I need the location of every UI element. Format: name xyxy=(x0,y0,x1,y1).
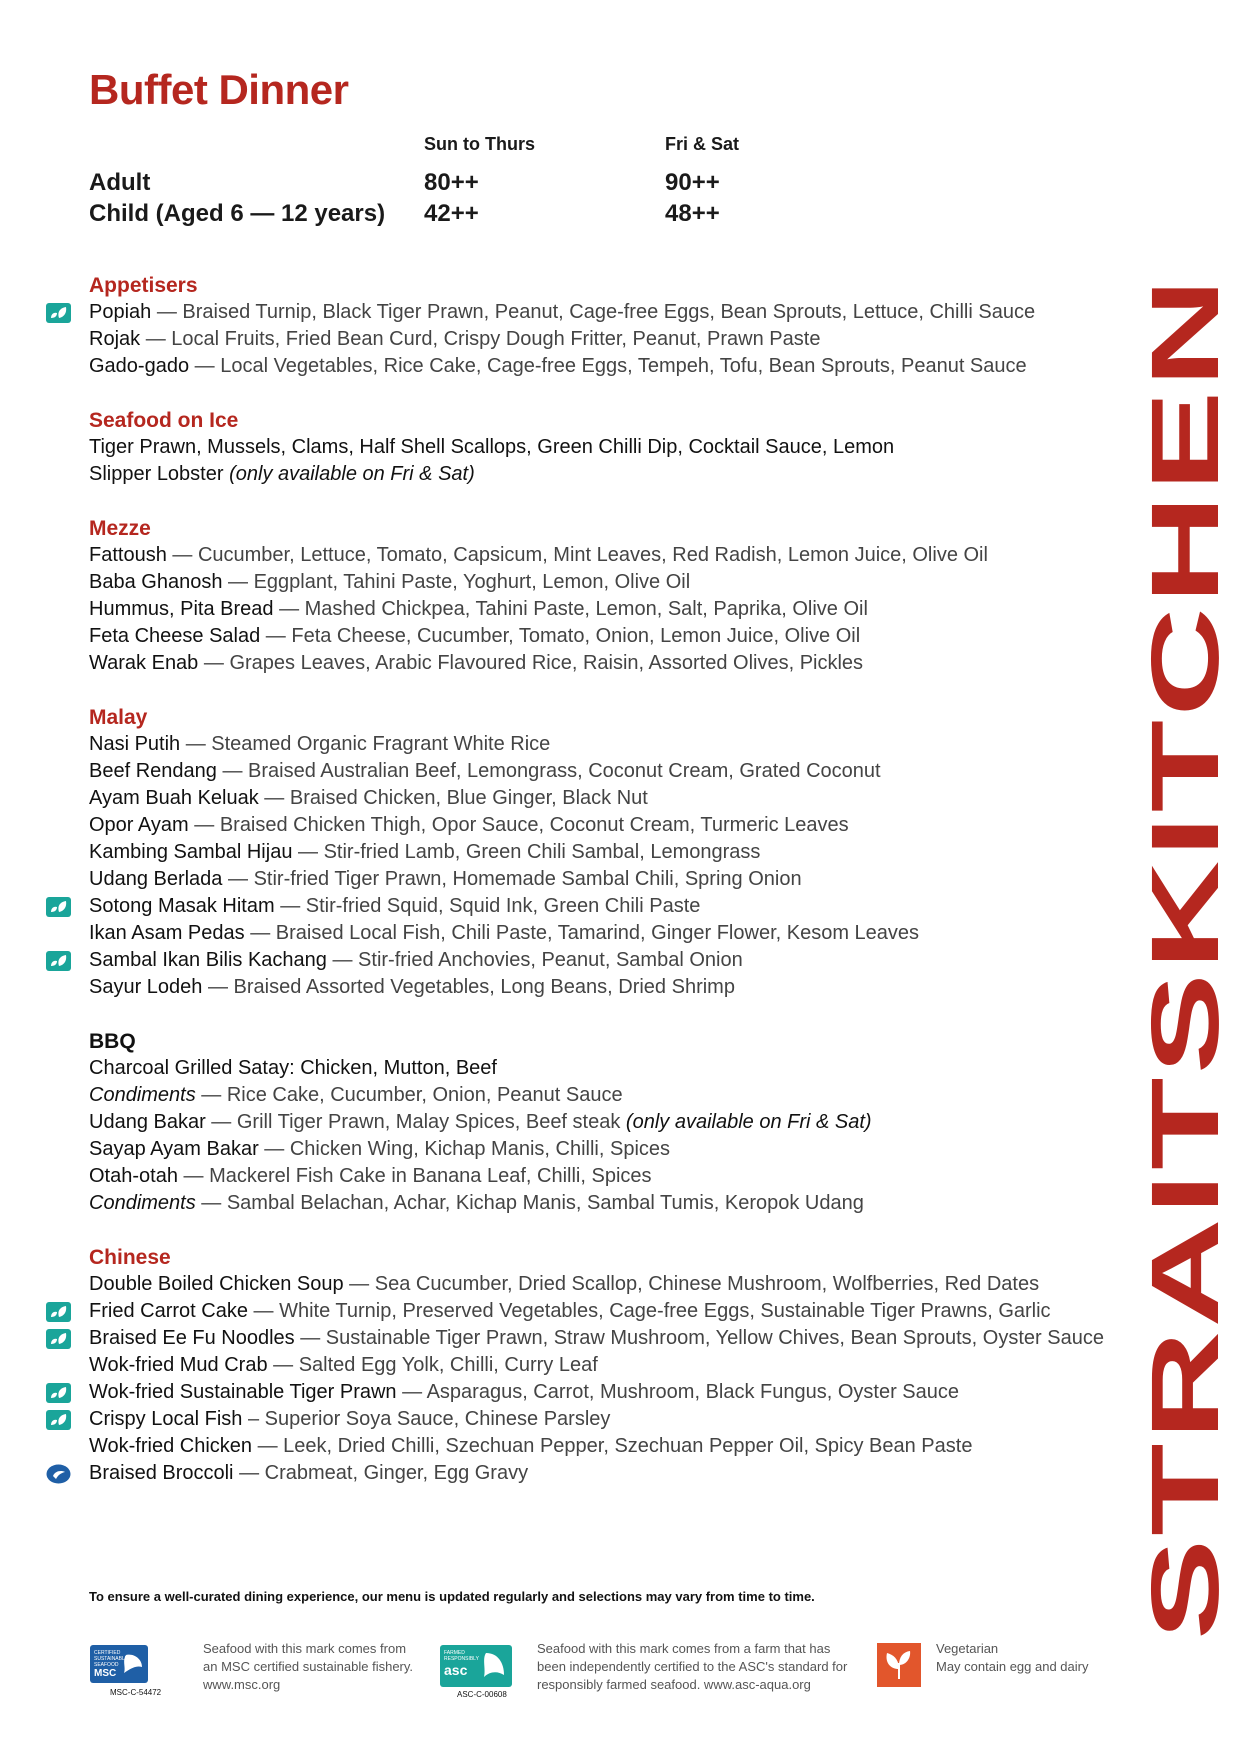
item-description: Superior Soya Sauce, Chinese Parsley xyxy=(264,1408,611,1430)
item-description: Grill Tiger Prawn, Malay Spices, Beef steak xyxy=(236,1111,621,1133)
item-description: Steamed Organic Fragrant White Rice xyxy=(211,733,551,755)
section-title: Malay xyxy=(89,706,148,729)
menu-item xyxy=(89,920,1129,947)
menu-sections xyxy=(89,272,1129,1514)
item-separator: — xyxy=(151,301,183,323)
menu-item xyxy=(89,542,1129,569)
menu-item xyxy=(89,1190,1129,1217)
item-name: Wok-fried Mud Crab xyxy=(89,1354,268,1376)
item-description: Mackerel Fish Cake in Banana Leaf, Chilli, Spices xyxy=(209,1165,652,1187)
item-description: Stir-fried Tiger Prawn, Homemade Sambal Chili, Spring Onion xyxy=(253,868,802,890)
menu-item xyxy=(89,326,1129,353)
item-description: Salted Egg Yolk, Chilli, Curry Leaf xyxy=(298,1354,598,1376)
msc-logo-text: SEAFOOD xyxy=(94,1662,119,1668)
price-header-weekend: Fri & Sat xyxy=(665,134,740,154)
msc-legend xyxy=(203,1640,413,1694)
item-separator: — xyxy=(177,1165,210,1187)
item-description: Sambal Belachan, Achar, Kichap Manis, Sambal Tumis, Keropok Udang xyxy=(226,1192,864,1214)
item-description: Rice Cake, Cucumber, Onion, Peanut Sauce xyxy=(226,1084,623,1106)
item-name: Ikan Asam Pedas xyxy=(89,922,245,944)
menu-section xyxy=(89,272,1129,380)
item-separator: — xyxy=(202,976,234,998)
item-description: Sea Cucumber, Dried Scallop, Chinese Mushroom, Wolfberries, Red Dates xyxy=(374,1273,1040,1295)
item-description: Braised Chicken, Blue Ginger, Black Nut xyxy=(289,787,648,809)
menu-item xyxy=(89,812,1129,839)
legend-line: an MSC certified sustainable fishery. xyxy=(203,1659,414,1674)
menu-item xyxy=(89,461,1129,488)
item-name: Sayur Lodeh xyxy=(89,976,203,998)
legend-line: responsibly farmed seafood. www.asc-aqua.org xyxy=(537,1677,811,1692)
msc-logo xyxy=(90,1645,148,1688)
brand-wordmark: STRAITSKITCHEN xyxy=(1132,774,1239,1640)
section-title: Appetisers xyxy=(89,274,198,297)
item-description: Eggplant, Tahini Paste, Yoghurt, Lemon, Olive Oil xyxy=(253,571,691,593)
item-description: Asparagus, Carrot, Mushroom, Black Fungus, Oyster Sauce xyxy=(426,1381,960,1403)
item-separator: — xyxy=(198,652,230,674)
msc-logo-text: MSC xyxy=(94,1668,117,1679)
msc-logo-text: CERTIFIED xyxy=(94,1650,121,1656)
asc-certified-icon xyxy=(46,1410,71,1430)
legend-line: www.msc.org xyxy=(203,1677,281,1692)
menu-section xyxy=(89,407,1129,488)
price-weekday: 80++ xyxy=(424,169,479,196)
item-description: Braised Turnip, Black Tiger Prawn, Peanut, Cage-free Eggs, Bean Sprouts, Lettuce, Chilli Sauce xyxy=(182,301,1036,323)
item-name: Fattoush xyxy=(89,544,167,566)
asc-certified-icon xyxy=(46,1329,71,1349)
item-description: Local Fruits, Fried Bean Curd, Crispy Dough Fritter, Peanut, Prawn Paste xyxy=(171,328,821,350)
menu-section xyxy=(89,515,1129,677)
menu-item xyxy=(89,758,1129,785)
item-description: Sustainable Tiger Prawn, Straw Mushroom, Yellow Chives, Bean Sprouts, Oyster Sauce xyxy=(325,1327,1104,1349)
item-name: Wok-fried Chicken xyxy=(89,1435,253,1457)
menu-item xyxy=(89,866,1129,893)
item-separator: — xyxy=(222,571,254,593)
item-availability-note: (only available on Fri & Sat) xyxy=(223,463,475,485)
asc-logo-text: asc xyxy=(444,1662,468,1678)
legend-line: Seafood with this mark comes from a farm that has xyxy=(537,1641,831,1656)
msc-logo-text: SUSTAINABLE xyxy=(94,1656,129,1662)
item-separator: — xyxy=(166,544,198,566)
legend-line: May contain egg and dairy xyxy=(936,1659,1089,1674)
msc-certified-icon xyxy=(46,1464,71,1484)
item-description: Grapes Leaves, Arabic Flavoured Rice, Raisin, Assorted Olives, Pickles xyxy=(229,652,864,674)
item-name: Rojak xyxy=(89,328,141,350)
menu-item xyxy=(89,1109,1129,1136)
item-description: Stir-fried Squid, Squid Ink, Green Chili Paste xyxy=(305,895,701,917)
legend-line: Seafood with this mark comes from xyxy=(203,1641,407,1656)
price-weekend: 90++ xyxy=(665,169,720,196)
asc-certified-icon xyxy=(46,1383,71,1403)
vegetarian-icon xyxy=(877,1643,921,1692)
asc-logo-text: RESPONSIBLY xyxy=(444,1656,479,1662)
menu-item xyxy=(89,731,1129,758)
menu-item xyxy=(89,1055,1129,1082)
asc-logo-text: FARMED xyxy=(444,1650,465,1656)
menu-item xyxy=(89,1082,1129,1109)
menu-item xyxy=(89,785,1129,812)
item-name: Hummus, Pita Bread xyxy=(89,598,274,620)
item-name: Fried Carrot Cake xyxy=(89,1300,248,1322)
price-header-weekday: Sun to Thurs xyxy=(424,134,535,154)
msc-code: MSC-C-54472 xyxy=(110,1688,162,1697)
item-name: Warak Enab xyxy=(89,652,199,674)
asc-code: ASC-C-00608 xyxy=(457,1690,507,1699)
item-description: Braised Chicken Thigh, Opor Sauce, Coconut Cream, Turmeric Leaves xyxy=(219,814,849,836)
item-separator: — xyxy=(205,1111,237,1133)
item-separator: — xyxy=(343,1273,375,1295)
asc-logo xyxy=(440,1645,512,1692)
item-name: Charcoal Grilled Satay: Chicken, Mutton, Beef xyxy=(89,1057,497,1079)
item-name: Nasi Putih xyxy=(89,733,181,755)
section-title: BBQ xyxy=(89,1030,136,1053)
menu-item xyxy=(89,1406,1129,1433)
menu-item xyxy=(89,1379,1129,1406)
menu-item xyxy=(89,1325,1129,1352)
item-separator: — xyxy=(180,733,212,755)
item-name: Sotong Masak Hitam xyxy=(89,895,275,917)
item-name: Braised Ee Fu Noodles xyxy=(89,1327,295,1349)
asc-certified-icon xyxy=(46,1302,71,1322)
item-separator: — xyxy=(258,787,290,809)
item-separator: — xyxy=(189,355,221,377)
menu-item xyxy=(89,596,1129,623)
item-separator: — xyxy=(195,1084,227,1106)
menu-section xyxy=(89,1244,1129,1487)
item-separator: — xyxy=(140,328,172,350)
item-name: Feta Cheese Salad xyxy=(89,625,261,647)
asc-legend xyxy=(537,1640,847,1694)
item-name: Sambal Ikan Bilis Kachang xyxy=(89,949,327,971)
item-name: Ayam Buah Keluak xyxy=(89,787,259,809)
disclaimer: To ensure a well-curated dining experience, our menu is updated regularly and selections may vary from time to time. xyxy=(89,1589,815,1604)
item-name: Wok-fried Sustainable Tiger Prawn xyxy=(89,1381,397,1403)
item-name: Udang Bakar xyxy=(89,1111,206,1133)
item-name: Baba Ghanosh xyxy=(89,571,223,593)
price-weekday: 42++ xyxy=(424,200,479,227)
item-description: Local Vegetables, Rice Cake, Cage-free Eggs, Tempeh, Tofu, Bean Sprouts, Peanut Sauce xyxy=(220,355,1027,377)
item-description: Braised Australian Beef, Lemongrass, Coconut Cream, Grated Coconut xyxy=(248,760,881,782)
price-row-child xyxy=(89,200,989,230)
menu-item xyxy=(89,1352,1129,1379)
item-separator: — xyxy=(260,625,292,647)
section-title: Mezze xyxy=(89,517,151,540)
price-label: Child (Aged 6 — 12 years) xyxy=(89,200,386,227)
item-name: Gado-gado xyxy=(89,355,190,377)
item-name: Otah-otah xyxy=(89,1165,178,1187)
menu-item xyxy=(89,623,1129,650)
item-name: Slipper Lobster xyxy=(89,463,224,485)
item-availability-note: (only available on Fri & Sat) xyxy=(620,1111,872,1133)
asc-certified-icon xyxy=(46,951,71,971)
item-description: Feta Cheese, Cucumber, Tomato, Onion, Lemon Juice, Olive Oil xyxy=(291,625,861,647)
menu-item xyxy=(89,947,1129,974)
vegetarian-legend xyxy=(936,1640,1088,1676)
item-separator: — xyxy=(244,922,276,944)
menu-item xyxy=(89,893,1129,920)
item-separator: — xyxy=(222,868,254,890)
item-description: Cucumber, Lettuce, Tomato, Capsicum, Mint Leaves, Red Radish, Lemon Juice, Olive Oil xyxy=(197,544,988,566)
item-name: Popiah xyxy=(89,301,152,323)
menu-item xyxy=(89,569,1129,596)
menu-item xyxy=(89,839,1129,866)
item-name: Beef Rendang xyxy=(89,760,217,782)
item-name: Opor Ayam xyxy=(89,814,189,836)
item-separator: — xyxy=(396,1381,427,1403)
item-description: Chicken Wing, Kichap Manis, Chilli, Spices xyxy=(289,1138,671,1160)
item-separator: — xyxy=(195,1192,227,1214)
item-description: White Turnip, Preserved Vegetables, Cage-free Eggs, Sustainable Tiger Prawns, Garlic xyxy=(279,1300,1051,1322)
page-title: Buffet Dinner xyxy=(89,66,349,113)
item-separator: — xyxy=(252,1435,284,1457)
item-description: Stir-fried Anchovies, Peanut, Sambal Onion xyxy=(358,949,743,971)
item-name: Udang Berlada xyxy=(89,868,223,890)
item-separator: — xyxy=(216,760,249,782)
item-name: Double Boiled Chicken Soup xyxy=(89,1273,344,1295)
item-separator: — xyxy=(188,814,220,836)
item-separator: — xyxy=(247,1300,280,1322)
asc-certified-icon xyxy=(46,303,71,323)
item-separator: — xyxy=(292,841,324,863)
item-description: Braised Assorted Vegetables, Long Beans, Dried Shrimp xyxy=(233,976,735,998)
item-description: Braised Local Fish, Chili Paste, Tamarind, Ginger Flower, Kesom Leaves xyxy=(275,922,920,944)
menu-item xyxy=(89,299,1129,326)
item-description: Crabmeat, Ginger, Egg Gravy xyxy=(264,1462,529,1484)
straitskitchen-logo xyxy=(1132,270,1239,1640)
item-description: Leek, Dried Chilli, Szechuan Pepper, Szechuan Pepper Oil, Spicy Bean Paste xyxy=(283,1435,973,1457)
price-label: Adult xyxy=(89,169,151,196)
legend-line: Vegetarian xyxy=(936,1641,999,1656)
menu-item xyxy=(89,1136,1129,1163)
item-name: Sayap Ayam Bakar xyxy=(89,1138,259,1160)
menu-section xyxy=(89,704,1129,1001)
item-separator: — xyxy=(258,1138,290,1160)
item-name: Tiger Prawn, Mussels, Clams, Half Shell Scallops, Green Chilli Dip, Cocktail Sauce, Lemon xyxy=(89,436,895,458)
item-separator: — xyxy=(267,1354,299,1376)
menu-item xyxy=(89,1433,1129,1460)
item-name: Braised Broccoli xyxy=(89,1462,234,1484)
item-separator: — xyxy=(233,1462,265,1484)
item-name: Condiments xyxy=(89,1192,196,1214)
menu-item xyxy=(89,974,1129,1001)
menu-section xyxy=(89,1028,1129,1217)
item-separator: — xyxy=(326,949,359,971)
menu-item xyxy=(89,353,1129,380)
item-name: Kambing Sambal Hijau xyxy=(89,841,293,863)
asc-certified-icon xyxy=(46,897,71,917)
item-description: Mashed Chickpea, Tahini Paste, Lemon, Salt, Paprika, Olive Oil xyxy=(304,598,868,620)
legend-line: been independently certified to the ASC's standard for xyxy=(537,1659,848,1674)
item-separator: – xyxy=(242,1408,265,1430)
item-name: Crispy Local Fish xyxy=(89,1408,243,1430)
menu-item xyxy=(89,650,1129,677)
price-row-adult xyxy=(89,169,989,199)
item-name: Condiments xyxy=(89,1084,196,1106)
section-title: Chinese xyxy=(89,1246,171,1269)
menu-item xyxy=(89,1163,1129,1190)
menu-item xyxy=(89,434,1129,461)
menu-item xyxy=(89,1460,1129,1487)
price-weekend: 48++ xyxy=(665,200,720,227)
item-separator: — xyxy=(273,598,305,620)
menu-item xyxy=(89,1271,1129,1298)
menu-item xyxy=(89,1298,1129,1325)
item-separator: — xyxy=(294,1327,326,1349)
section-title: Seafood on Ice xyxy=(89,409,239,432)
item-description: Stir-fried Lamb, Green Chili Sambal, Lemongrass xyxy=(323,841,761,863)
item-separator: — xyxy=(274,895,306,917)
